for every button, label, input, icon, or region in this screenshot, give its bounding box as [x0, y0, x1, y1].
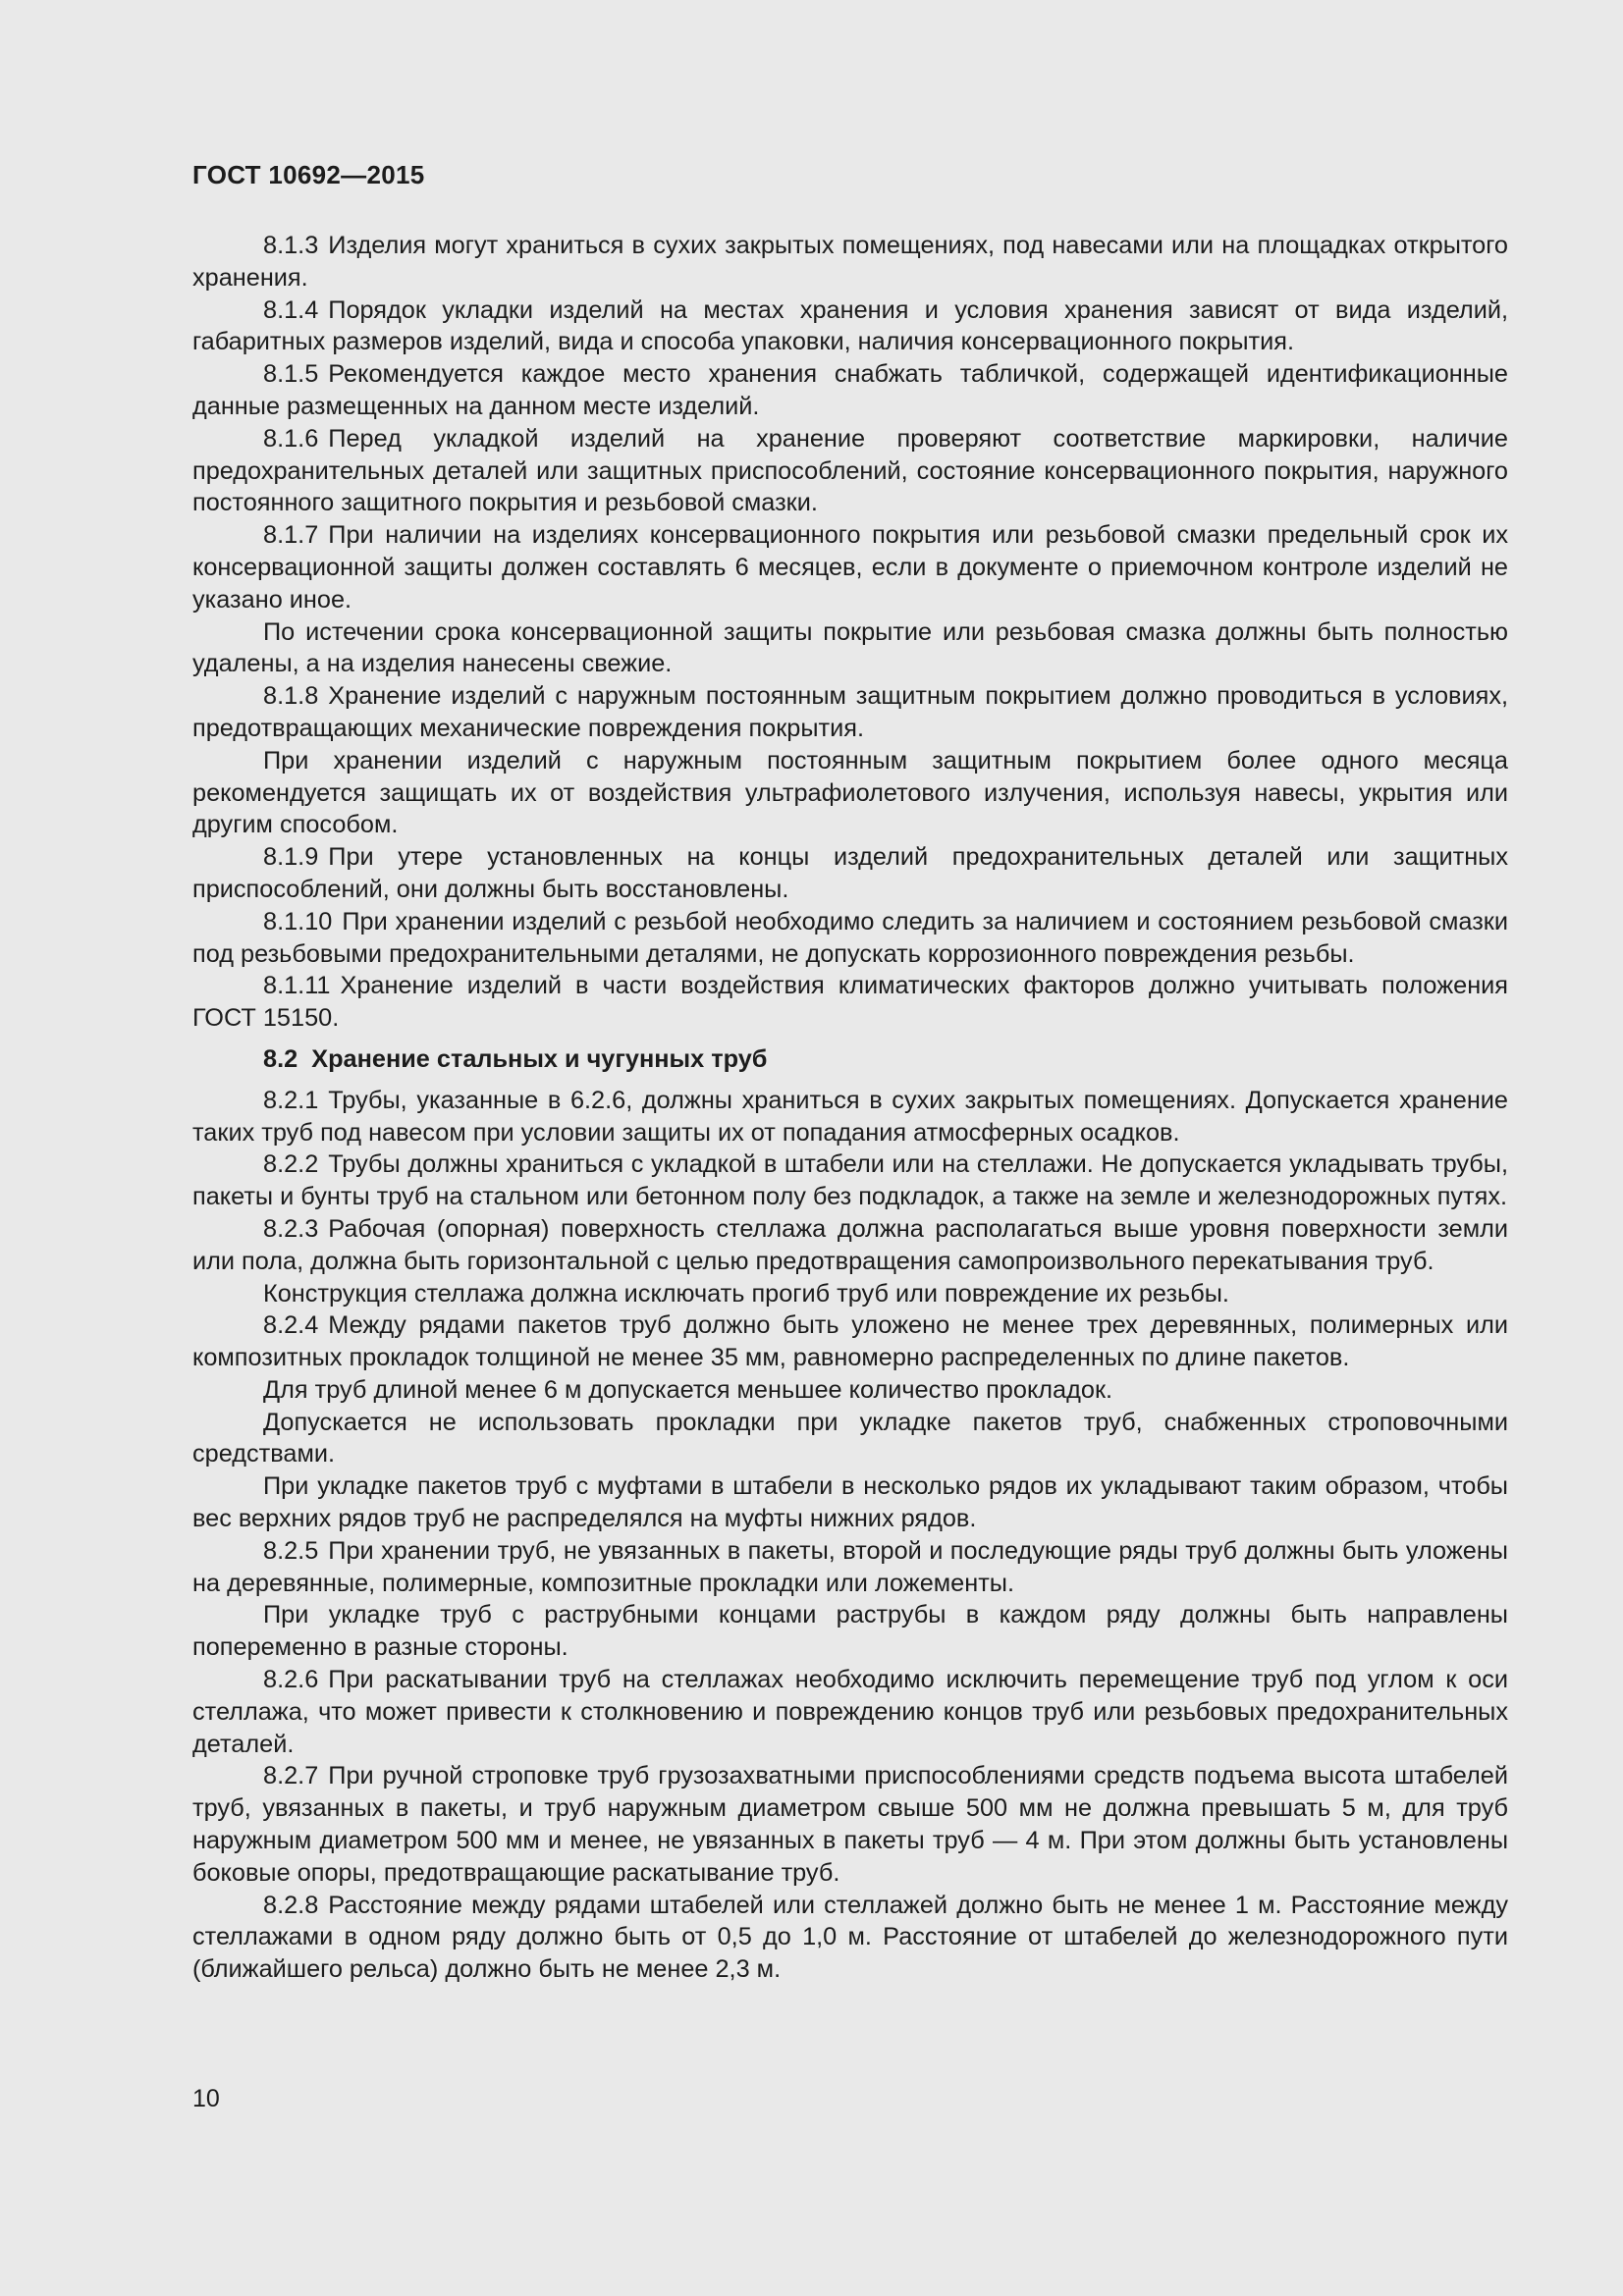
paragraph-text: Рабочая (опорная) поверхность стеллажа должна располагаться выше уровня поверхности земли или пола, должна быть горизонтальной с целью предотвращения самопроизвольного перекатывания труб. [192, 1214, 1508, 1275]
paragraph [192, 230, 1508, 294]
paragraph-text: По истечении срока консервационной защиты покрытие или резьбовая смазка должны быть полностью удалены, а на изделия нанесены свежие. [192, 617, 1508, 678]
paragraph-number: 8.1.9 [263, 843, 319, 872]
paragraph [192, 1599, 1508, 1664]
paragraph [192, 906, 1508, 971]
paragraph-number: 8.2.4 [263, 1311, 319, 1340]
paragraph-number: 8.1.11 [263, 972, 331, 1000]
paragraph-text: Перед укладкой изделий на хранение проверяют соответствие маркировки, наличие предохранительных деталей или защитных приспособлений, состояние консервационного покрытия, наружного постоянного защитного покрытия и резьбовой смазки. [192, 424, 1508, 517]
paragraph [192, 745, 1508, 841]
paragraph-number: 8.1.3 [263, 232, 319, 259]
paragraph-text: При укладке пакетов труб с муфтами в штабели в несколько рядов их укладывают таким образом, чтобы вес верхних рядов труб не распределялся на муфты нижних рядов. [192, 1472, 1508, 1533]
section-8-2-paragraphs [192, 1085, 1508, 1986]
paragraph-number: 8.2.5 [263, 1536, 319, 1565]
paragraph [192, 1374, 1508, 1407]
paragraph-text: При хранении изделий с резьбой необходимо следить за наличием и состоянием резьбовой смазки под резьбовыми предохранительными деталями, не допускать коррозионного повреждения резьбы. [192, 907, 1508, 968]
paragraph-text: Рекомендуется каждое место хранения снабжать табличкой, содержащей идентификационные данные размещенных на данном месте изделий. [192, 360, 1508, 420]
paragraph-text: При ручной строповке труб грузозахватными приспособлениями средств подъема высота штабелей труб, увязанных в пакеты, и труб наружным диаметром свыше 500 мм не должна превышать 5 м, для труб наружным диаметром 500 мм и менее, не увязанных в пакеты труб — 4 м. При этом должны быть установлены боковые опоры, предотвращающие раскатывание труб. [192, 1762, 1508, 1887]
paragraph-number: 8.2.2 [263, 1150, 319, 1179]
paragraph [192, 1085, 1508, 1149]
paragraph [192, 1470, 1508, 1535]
paragraph-text: Порядок укладки изделий на местах хранения и условия хранения зависят от вида изделий, габаритных размеров изделий, вида и способа упаковки, наличия консервационного покрытия. [192, 295, 1508, 356]
paragraph-number: 8.1.10 [263, 907, 333, 935]
section-8-1-paragraphs [192, 230, 1508, 1035]
paragraph-number: 8.1.4 [263, 295, 319, 324]
paragraph [192, 294, 1508, 359]
paragraph [192, 1760, 1508, 1889]
paragraph-text: Между рядами пакетов труб должно быть уложено не менее трех деревянных, полимерных или композитных прокладок толщиной не менее 35 мм, равномерно распределенных по длине пакетов. [192, 1311, 1508, 1372]
paragraph-number: 8.1.5 [263, 360, 319, 389]
paragraph-text: Расстояние между рядами штабелей или стеллажей должно быть не менее 1 м. Расстояние между стеллажами в одном ряду должно быть от 0,5 до 1,0 м. Расстояние от штабелей до железнодорожного пути (ближайшего рельса) должно быть не менее 2,3 м. [192, 1891, 1508, 1984]
paragraph-text: Изделия могут храниться в сухих закрытых помещениях, под навесами или на площадках открытого хранения. [192, 232, 1508, 292]
paragraph [192, 1890, 1508, 1986]
paragraph-text: Конструкция стеллажа должна исключать прогиб труб или повреждение их резьбы. [263, 1279, 1229, 1308]
paragraph-text: Хранение изделий с наружным постоянным защитным покрытием должно проводиться в условиях, предотвращающих механические повреждения покрытия. [192, 682, 1508, 742]
paragraph [192, 1535, 1508, 1600]
section-number: 8.2 [263, 1044, 298, 1073]
section-heading [192, 1043, 1508, 1076]
document-body [192, 230, 1508, 1986]
paragraph [192, 616, 1508, 681]
paragraph [192, 1309, 1508, 1374]
paragraph-number: 8.2.1 [263, 1086, 319, 1114]
paragraph-text: Трубы, указанные в 6.2.6, должны храниться в сухих закрытых помещениях. Допускается хранение таких труб под навесом при условии защиты их от попадания атмосферных осадков. [192, 1086, 1508, 1147]
paragraph [192, 1213, 1508, 1278]
paragraph-number: 8.1.6 [263, 424, 319, 453]
paragraph-text: Хранение изделий в части воздействия климатических факторов должно учитывать положения ГОСТ 15150. [192, 972, 1508, 1033]
paragraph-text: При утере установленных на концы изделий предохранительных деталей или защитных приспособлений, они должны быть восстановлены. [192, 843, 1508, 903]
paragraph [192, 680, 1508, 745]
paragraph [192, 519, 1508, 615]
paragraph [192, 358, 1508, 423]
paragraph [192, 970, 1508, 1035]
paragraph [192, 423, 1508, 519]
paragraph-text: При наличии на изделиях консервационного покрытия или резьбовой смазки предельный срок их консервационной защиты должен составлять 6 месяцев, если в документе о приемочном контроле изделий не указано иное. [192, 521, 1508, 614]
paragraph-number: 8.2.7 [263, 1762, 319, 1790]
paragraph-text: Для труб длиной менее 6 м допускается меньшее количество прокладок. [263, 1375, 1113, 1404]
page-number: 10 [192, 2085, 220, 2112]
paragraph-text: При раскатывании труб на стеллажах необходимо исключить перемещение труб под углом к оси стеллажа, что может привести к столкновению и повреждению концов труб или резьбовых предохранительных деталей. [192, 1666, 1508, 1758]
paragraph-number: 8.2.3 [263, 1214, 319, 1243]
paragraph-number: 8.1.7 [263, 521, 319, 550]
section-title: Хранение стальных и чугунных труб [311, 1044, 768, 1073]
paragraph-text: При укладке труб с раструбными концами раструбы в каждом ряду должны быть направлены попеременно в разные стороны. [192, 1601, 1508, 1662]
document-code-header: ГОСТ 10692—2015 [192, 160, 425, 189]
paragraph-number: 8.2.6 [263, 1666, 319, 1694]
paragraph-text: При хранении изделий с наружным постоянным защитным покрытием более одного месяца рекомендуется защищать их от воздействия ультрафиолетового излучения, используя навесы, укрытия или другим способом. [192, 746, 1508, 839]
paragraph [192, 1148, 1508, 1213]
paragraph-text: Допускается не использовать прокладки при укладке пакетов труб, снабженных строповочными средствами. [192, 1408, 1508, 1468]
paragraph-text: Трубы должны храниться с укладкой в штабели или на стеллажи. Не допускается укладывать трубы, пакеты и бунты труб на стальном или бетонном полу без подкладок, а также на земле и железнодорожных путях. [192, 1150, 1508, 1211]
paragraph-text: При хранении труб, не увязанных в пакеты, второй и последующие ряды труб должны быть уложены на деревянные, полимерные, композитные прокладки или ложементы. [192, 1536, 1508, 1597]
paragraph [192, 841, 1508, 906]
paragraph [192, 1664, 1508, 1760]
paragraph [192, 1278, 1508, 1310]
paragraph [192, 1407, 1508, 1471]
paragraph-number: 8.1.8 [263, 682, 319, 711]
paragraph-number: 8.2.8 [263, 1891, 319, 1919]
